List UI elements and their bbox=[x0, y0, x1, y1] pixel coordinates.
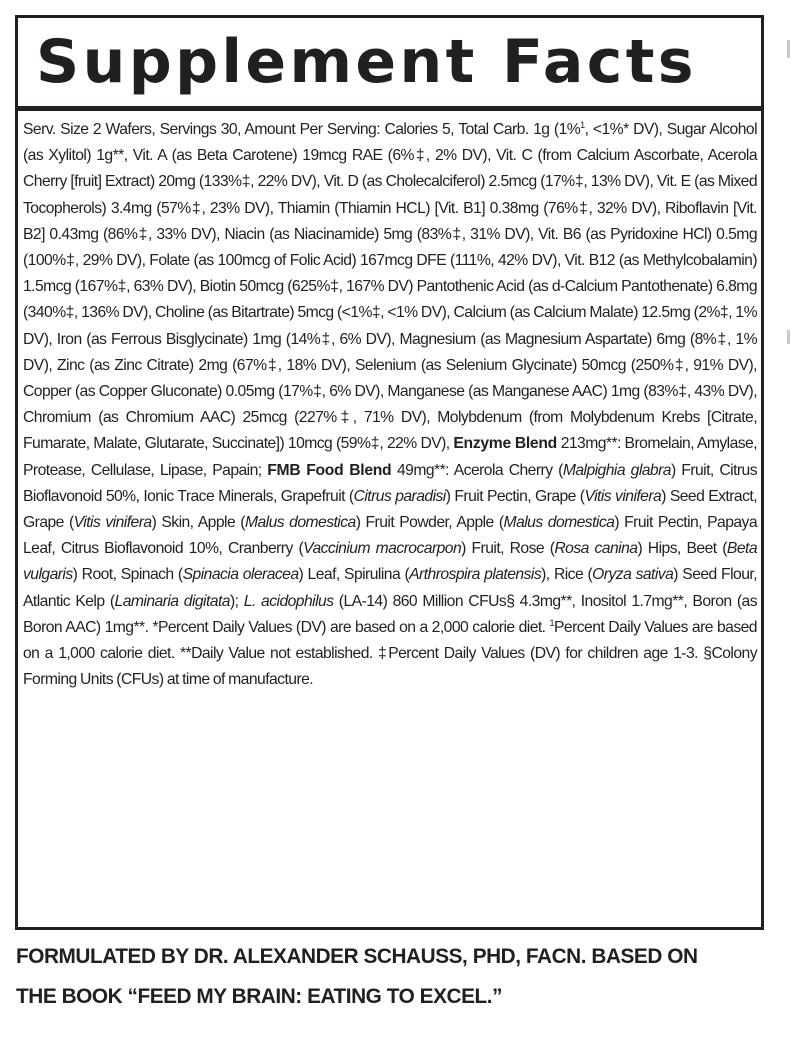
fmb-text: ) Fruit Pectin, Grape ( bbox=[445, 487, 585, 505]
fmb-text: ) Fruit Pectin, Papaya Leaf, Citrus Bioflavonoid 10%, Cranberry ( bbox=[23, 514, 758, 558]
fmb-text: ); bbox=[229, 592, 244, 610]
serving-text: Serv. Size 2 Wafers, Servings 30, Amount Per Serving: Calories 5, Total Carb. 1g (1% bbox=[23, 121, 581, 138]
panel-title: Supplement Facts bbox=[36, 27, 697, 97]
supplement-facts-panel bbox=[15, 15, 764, 930]
species-name: Vitis vinifera bbox=[584, 487, 662, 505]
species-name: Malus domestica bbox=[244, 514, 356, 532]
fmb-text: ) Fruit, Rose ( bbox=[461, 540, 555, 558]
species-name: Oryza sativa bbox=[592, 566, 674, 584]
enzyme-blend-label: Enzyme Blend bbox=[453, 435, 557, 453]
edge-mark bbox=[787, 330, 790, 344]
footnote-mark-1: 1 bbox=[549, 617, 554, 628]
formulation-credit bbox=[16, 937, 784, 1017]
fmb-text: ), Rice ( bbox=[541, 566, 593, 584]
species-name: L. acidophilus bbox=[243, 592, 334, 610]
footnotes-text: (LA-14) 860 Million CFUs§ 4.3mg**, Inositol 1.7mg**, Boron (as Boron AAC) 1mg**. *Percent Daily Values (DV) are based on a 2,000 calorie diet. bbox=[23, 592, 757, 636]
species-name: Citrus paradisi bbox=[353, 487, 446, 505]
edge-mark bbox=[787, 40, 790, 58]
credit-line-1: FORMULATED BY DR. ALEXANDER SCHAUSS, PHD, FACN. BASED ON bbox=[16, 945, 698, 968]
fmb-text: ) Hips, Beet ( bbox=[637, 540, 727, 558]
fmb-text: ) Seed Flour, Atlantic Kelp ( bbox=[23, 566, 757, 610]
species-name: Spinacia oleracea bbox=[182, 566, 299, 584]
ingredients-statement bbox=[23, 117, 757, 693]
nutrient-list: , <1%* DV), Sugar Alcohol (as Xylitol) 1g**, Vit. A (as Beta Carotene) 19mcg RAE (6%‡, 2% DV), Vit. C (from Calcium Ascorbate, Acerola Cherry [fruit] Extract) 20mg (133%‡, 22% DV), Vit. D (as Cholecalciferol) 2.5mcg (17%‡, 13% DV), Vit. E (as Mixed Tocopherols) 3.4mg (57%‡, 23% DV), Thiamin (Thiamin HCL) [Vit. B1] 0.38mg (76%‡, 32% DV), Riboflavin [Vit. B2] 0.43mg (86%‡, 33% DV), Niacin (as Niacinamide) 5mg (83%‡, 31% DV), Vit. B6 (as Pyridoxine HCl) 0.5mg (100%‡, 29% DV), Folate (as 100mcg of Folic Acid) 167mcg DFE (111%, 42% DV), Vit. B12 (as Methylcobalamin) 1.5mcg (167%‡, 63% DV), Biotin 50mcg (625%‡, 167% DV) Pantothenic Acid (as d-Calcium Pantothenate) 6.8mg (340%‡, 136% DV), Choline (as Bitartrate) 5mcg (<1%‡, <1% DV), Calcium (as Calcium Malate) 12.5mg (2%‡, 1% DV), Iron (as Ferrous Bisglycinate) 1mg (14%‡, 6% DV), Magnesium (as Magnesium Aspartate) 6mg (8%‡, 1% DV), Zinc (as Zinc Citrate) 2mg (67%‡, 18% DV), Selenium (as Selenium Glycinate) 50mcg (250%‡, 91% DV), Copper (as Copper Gluconate) 0.05mg (17%‡, 6% DV), Manganese (as Manganese AAC) 1mg (83%‡, 43% DV), Chromium (as Chromium AAC) 25mcg (227%‡, 71% DV), Molybdenum (from Molybdenum Krebs [Citrate, Fumarate, Malate, Glutarate, Succinate]) 10mcg (59%‡, 22% DV), bbox=[23, 121, 757, 453]
fmb-text: ) Fruit Powder, Apple ( bbox=[355, 514, 504, 532]
species-name: Rosa canina bbox=[554, 540, 638, 558]
fmb-text: ) Skin, Apple ( bbox=[151, 514, 245, 532]
title-divider bbox=[18, 106, 761, 111]
species-name: Arthrospira platensis bbox=[409, 566, 542, 584]
fmb-text: ) Fruit, Citrus Bioflavonoid 50%, Ionic Trace Minerals, Grapefruit ( bbox=[23, 461, 758, 505]
species-name: Malpighia glabra bbox=[562, 461, 671, 479]
credit-line-2: THE BOOK “FEED MY BRAIN: EATING TO EXCEL.” bbox=[16, 985, 503, 1008]
enzyme-blend-text: 213mg**: Bromelain, Amylase, Protease, Cellulase, Lipase, Papain; bbox=[23, 435, 758, 479]
fmb-text: 49mg**: Acerola Cherry ( bbox=[397, 461, 563, 479]
fmb-text: ) Leaf, Spirulina ( bbox=[298, 566, 410, 584]
fmb-food-blend-label: FMB Food Blend bbox=[267, 461, 392, 479]
species-name: Vaccinium macrocarpon bbox=[303, 540, 462, 558]
species-name: Beta vulgaris bbox=[23, 540, 757, 584]
species-name: Vitis vinifera bbox=[73, 514, 152, 532]
fmb-text: ) Root, Spinach ( bbox=[72, 566, 183, 584]
species-name: Laminaria digitata bbox=[114, 592, 230, 610]
footnotes-text: Percent Daily Values are based on a 1,000 calorie diet. **Daily Value not established. ‡Percent Daily Values (DV) for children age 1-3. §Colony Forming Units (CFUs) at time of manufacture. bbox=[23, 618, 757, 689]
fmb-text: ) Seed Extract, Grape ( bbox=[23, 487, 757, 532]
footnote-mark-1: 1 bbox=[580, 119, 585, 130]
species-name: Malus domestica bbox=[503, 514, 615, 532]
